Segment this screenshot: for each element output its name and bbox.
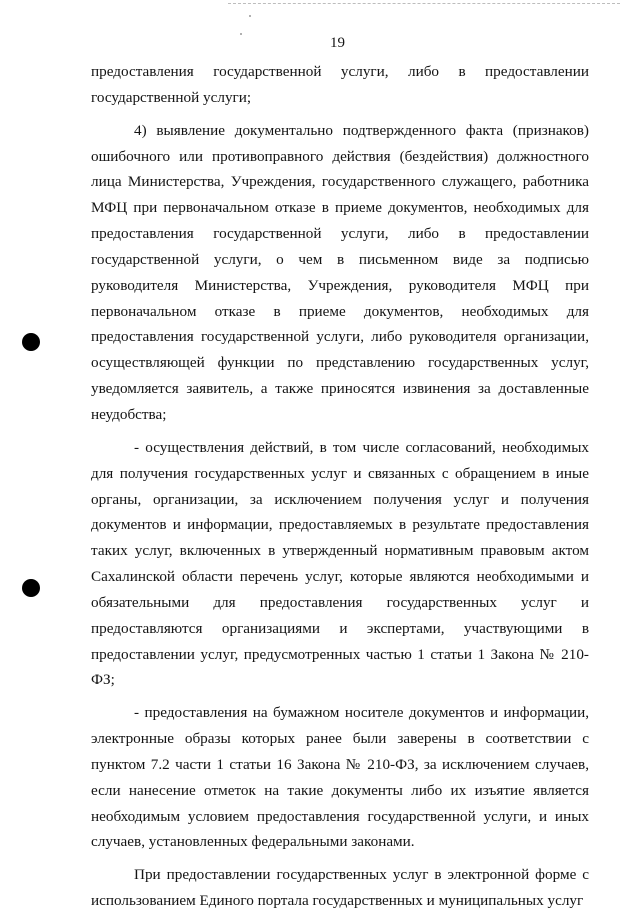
page-number: 19	[330, 35, 345, 51]
paragraph-bullet-actions: - осуществления действий, в том числе согласований, необходимых для получения государственных услуг и связанных с обращением в иные органы, организации, за исключением получения услуг и получения документов и информации, предоставляемых в результате предоставления таких услуг, включенных в утвержденный нормативным правовым актом Сахалинской области перечень услуг, которые являются необходимыми и обязательными для предоставления государственных услуг и предоставляются организациями и экспертами, участвующими в предоставлении услуг, предусмотренных частью 1 статьи 1 Закона № 210-ФЗ;	[91, 438, 589, 689]
punch-hole	[22, 579, 40, 597]
document-body	[91, 59, 589, 914]
scan-top-border	[228, 3, 620, 4]
paragraph-continuation: предоставления государственной услуги, либо в предоставлении государственной услуги;	[91, 63, 589, 106]
paragraph-item-4: 4) выявление документально подтвержденного факта (признаков) ошибочного или противоправного действия (бездействия) должностного лица Министерства, Учреждения, государственного служащего, работника МФЦ при первоначальном отказе в приеме документов, необходимых для предоставления государственной услуги, либо в предоставлении государственной услуги, о чем в письменном виде за подписью руководителя Министерства, Учреждения, руководителя МФЦ при первоначальном отказе в приеме документов, необходимых для предоставления государственной услуги, либо руководителя организации, осуществляющей функции по представлению государственных услуг, уведомляется заявитель, а также приносятся извинения за доставленные неудобства;	[91, 121, 589, 423]
punch-hole	[22, 333, 40, 351]
scan-speck	[249, 15, 251, 17]
paragraph-electronic-services: При предоставлении государственных услуг в электронной форме с использованием Единого портала государственных и муниципальных услуг	[91, 866, 589, 910]
paragraph-bullet-paper-docs: - предоставления на бумажном носителе документов и информации, электронные образы которых ранее были заверены в соответствии с пунктом 7.2 части 1 статьи 16 Закона № 210-ФЗ, за исключением случаев, если нанесение отметок на такие документы либо их изъятие является необходимым условием предоставления государственной услуги, и иных случаев, установленных федеральными законами.	[91, 704, 589, 851]
